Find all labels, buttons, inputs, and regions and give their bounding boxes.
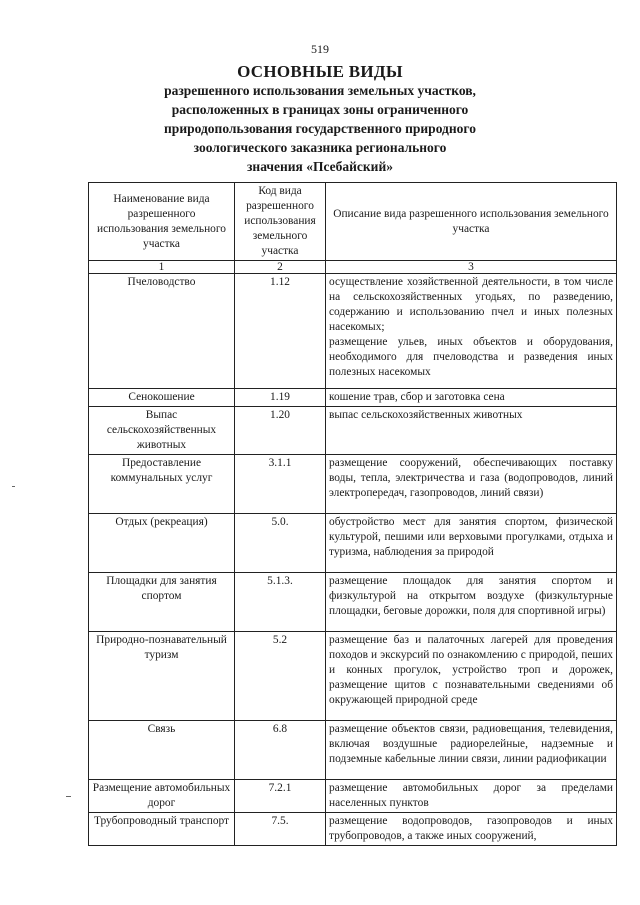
document-subtitle-line: природопользования государственного природного xyxy=(164,121,476,136)
use-name-cell: Выпас сельскохозяйственных животных xyxy=(89,407,235,455)
description-paragraph: размещение объектов связи, радиовещания, телевидения, включая воздушные радиорелейные, надземные и подземные кабельные линии связи, линии радиофикации xyxy=(329,723,613,765)
description-paragraph: размещение площадок для занятия спортом и физкультурой на открытом воздухе (физкультурные площадки, беговые дорожки, поля для спортивной игры) xyxy=(329,575,613,617)
document-title: ОСНОВНЫЕ ВИДЫ xyxy=(237,62,403,81)
table-row xyxy=(89,389,617,407)
use-description-cell xyxy=(326,407,617,455)
use-name-cell: Отдых (рекреация) xyxy=(89,514,235,573)
table-row xyxy=(89,573,617,632)
document-subtitle-line: зоологического заказника регионального xyxy=(193,140,447,155)
column-header-code: Код вида разрешенного использования земельного участка xyxy=(235,183,326,261)
use-code-cell: 7.2.1 xyxy=(235,780,326,813)
scan-speck xyxy=(66,796,71,797)
description-paragraph: выпас сельскохозяйственных животных xyxy=(329,409,523,421)
use-description-cell xyxy=(326,632,617,721)
description-paragraph: размещение ульев, иных объектов и оборудования, необходимого для пчеловодства и разведения иных полезных насекомых xyxy=(329,336,613,378)
description-paragraph: размещение автомобильных дорог за пределами населенных пунктов xyxy=(329,782,613,809)
column-number: 1 xyxy=(89,261,235,274)
use-name-cell: Природно-познавательный туризм xyxy=(89,632,235,721)
document-heading xyxy=(140,62,500,176)
description-paragraph: обустройство мест для занятия спортом, физической культурой, пешими или верховыми прогулками, отдыха и туризма, наблюдения за природой xyxy=(329,516,613,558)
use-name-cell: Сенокошение xyxy=(89,389,235,407)
description-paragraph: размещение сооружений, обеспечивающих поставку воды, тепла, электричества и газа (водопроводов, линий электропередач, газопроводов, линий связи) xyxy=(329,457,613,499)
use-code-cell: 5.1.3. xyxy=(235,573,326,632)
use-code-cell: 5.2 xyxy=(235,632,326,721)
use-description-cell xyxy=(326,780,617,813)
table-row xyxy=(89,407,617,455)
use-description-cell xyxy=(326,573,617,632)
table-row xyxy=(89,780,617,813)
column-number: 3 xyxy=(326,261,617,274)
use-code-cell: 1.12 xyxy=(235,274,326,389)
table-row xyxy=(89,514,617,573)
use-name-cell: Предоставление коммунальных услуг xyxy=(89,455,235,514)
use-code-cell: 1.20 xyxy=(235,407,326,455)
use-description-cell xyxy=(326,455,617,514)
table-row xyxy=(89,721,617,780)
use-name-cell: Пчеловодство xyxy=(89,274,235,389)
use-code-cell: 1.19 xyxy=(235,389,326,407)
use-name-cell: Связь xyxy=(89,721,235,780)
column-header-name: Наименование вида разрешенного использования земельного участка xyxy=(89,183,235,261)
description-paragraph: кошение трав, сбор и заготовка сена xyxy=(329,391,505,403)
description-paragraph: осуществление хозяйственной деятельности, в том числе на сельскохозяйственных угодьях, по разведению, содержанию и использованию пчел и иных полезных насекомых; xyxy=(329,276,613,333)
use-description-cell xyxy=(326,813,617,846)
description-paragraph: размещение баз и палаточных лагерей для проведения походов и экскурсий по ознакомлению с природой, пеших и конных прогулок, устройство троп и дорожек, размещение щитов с познавательными сведениями об окружающей природной среде xyxy=(329,634,613,706)
column-number-row xyxy=(89,261,617,274)
use-code-cell: 6.8 xyxy=(235,721,326,780)
land-use-table xyxy=(88,182,617,846)
column-header-description: Описание вида разрешенного использования земельного участка xyxy=(326,183,617,261)
table-header-row xyxy=(89,183,617,261)
use-code-cell: 3.1.1 xyxy=(235,455,326,514)
use-name-cell: Площадки для занятия спортом xyxy=(89,573,235,632)
table-row xyxy=(89,813,617,846)
use-description-cell xyxy=(326,514,617,573)
description-paragraph: размещение водопроводов, газопроводов и иных трубопроводов, а также иных сооружений, xyxy=(329,815,613,842)
document-subtitle-line: значения «Псебайский» xyxy=(246,159,393,174)
use-code-cell: 5.0. xyxy=(235,514,326,573)
table-row xyxy=(89,455,617,514)
document-subtitle-line: расположенных в границах зоны ограниченного xyxy=(171,102,469,117)
page-number: 519 xyxy=(311,42,329,56)
table-row xyxy=(89,274,617,389)
scan-speck xyxy=(12,486,15,487)
use-description-cell xyxy=(326,721,617,780)
use-name-cell: Трубопроводный транспорт xyxy=(89,813,235,846)
table-row xyxy=(89,632,617,721)
column-number: 2 xyxy=(235,261,326,274)
use-code-cell: 7.5. xyxy=(235,813,326,846)
document-subtitle-line: разрешенного использования земельных участков, xyxy=(164,83,476,98)
table-body xyxy=(89,274,617,846)
use-description-cell xyxy=(326,274,617,389)
use-name-cell: Размещение автомобильных дорог xyxy=(89,780,235,813)
use-description-cell xyxy=(326,389,617,407)
